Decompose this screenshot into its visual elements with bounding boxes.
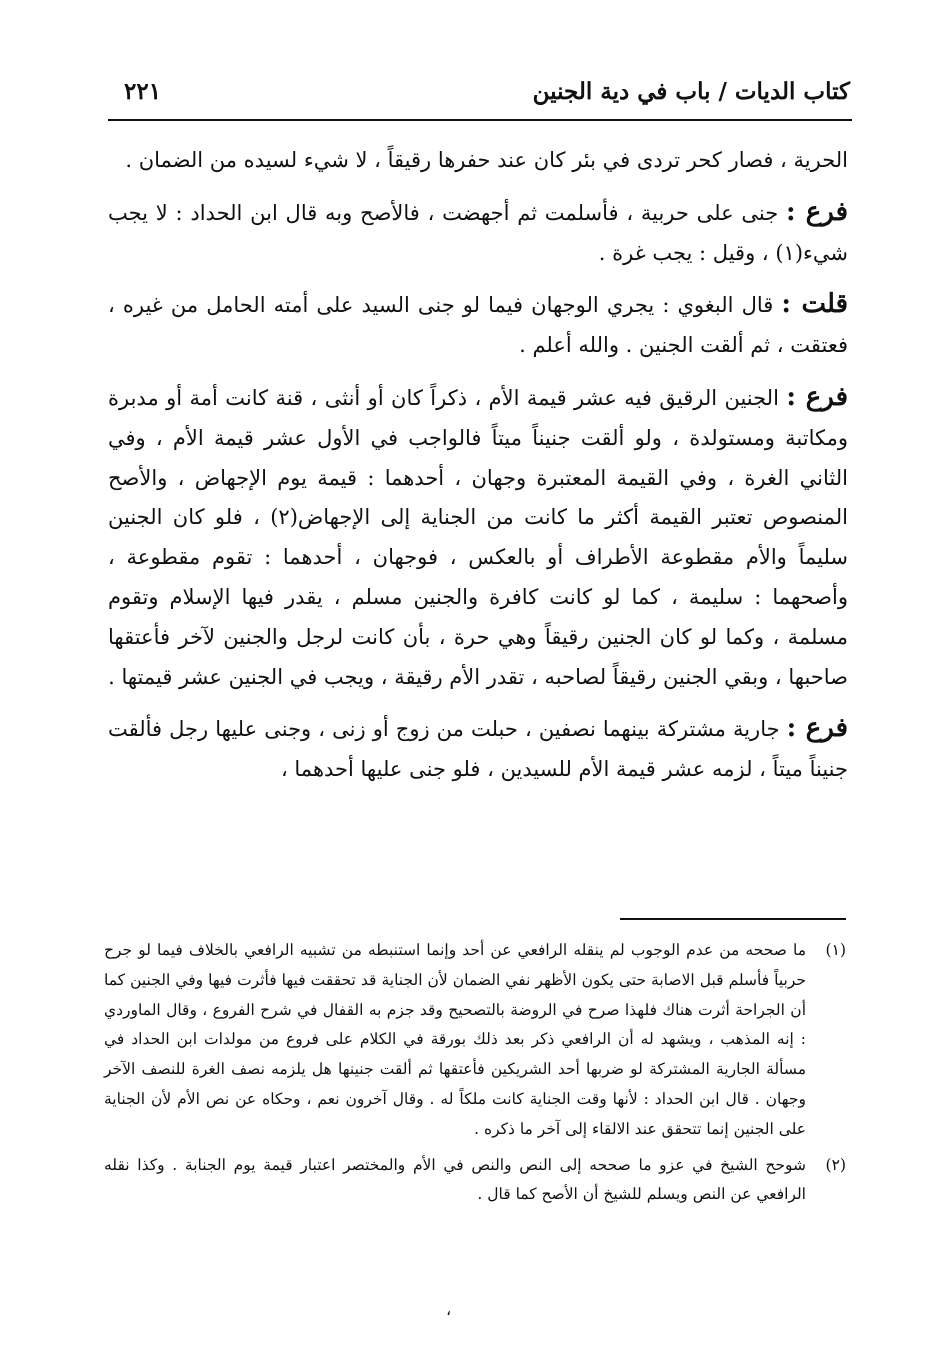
main-text [108,140,848,802]
paragraph-text: الجنين الرقيق فيه عشر قيمة الأم ، ذكراً كان أو أنثى ، قنة كانت أمة أو مدبرة ومكاتبة ومستولدة ، ولو ألقت جنيناً ميتاً فالواجب في الأول عشر قيمة الأم ، وفي الثاني الغرة ، وفي القيمة المعتبرة وجهان ، أحدهما : قيمة يوم الإجهاض ، والأصح المنصوص تعتبر القيمة أكثر ما كانت من الجناية إلى الإجهاض(٢) ، فلو كان الجنين سليماً والأم مقطوعة الأطراف أو بالعكس ، فوجهان ، أحدهما : تقوم مقطوعة ، وأصحهما : سليمة ، كما لو كانت كافرة والجنين مسلم ، يقدر فيها الإسلام وتقوم مسلمة ، وكما لو كان الجنين رقيقاً وهي حرة ، بأن كانت لرجل والجنين لآخر فأعتقها صاحبها ، وبقي الجنين رقيقاً لصاحبه ، تقدر الأم رقيقة ، ويجب في الجنين عشر قيمتها . [108,385,848,689]
header-rule [108,119,852,121]
footnote-number: (٢) [825,1155,846,1174]
paragraph-label: قلت : [781,289,849,320]
paragraph-text: جنى على حربية ، فأسلمت ثم أجهضت ، فالأصح وبه قال ابن الحداد : لا يجب شيء(١) ، وقيل : يجب غرة . [108,200,848,265]
header-title: كتاب الديات / باب في دية الجنين [532,78,850,105]
footnote-text: شوحح الشيخ في عزو ما صححه إلى النص والنص في الأم والمختصر اعتبار قيمة يوم الجنابة . وكذا نقله الرافعي عن النص ويسلم للشيخ أن الأصح كما قال . [104,1155,806,1204]
footnotes [104,936,846,1216]
paragraph-text: جارية مشتركة بينهما نصفين ، حبلت من زوج أو زنى ، وجنى عليها رجل فألقت جنيناً ميتاً ، لزمه عشر قيمة الأم للسيدين ، فلو جنى عليها أحدهما ، [108,717,848,782]
footnote [104,1151,846,1211]
footnote-text: ما صححه من عدم الوجوب لم ينقله الرافعي عن أحد وإنما استنبطه من تشبيه الرافعي بالخلاف فيما لو جرح حربياً فأسلم قبل الاصابة حتى يكون الأظهر نفي الضمان لأن الجناية قد تحققت فيها فأثرت فيها وفي الجنين كما أن الجراحة أثرت هناك فلهذا صرح في الروضة بالتصحيح وقد جزم به القفال في شرح الفروع ، وقال الماوردي : إنه المذهب ، ويشهد له أن الرافعي ذكر بعد ذلك بورقة في الكلام على فروع من مولدات ابن الحداد في مسألة الجارية المشتركة لو ضربها أحد الشريكين فأعتقها ثم ألقت جنينها هل يلزمه نصف الغرة للنصف الآخر وجهان . قال ابن الحداد : لأنها وقت الجناية كانت ملكاً له . وقال آخرون نعم ، وحكاه عن نص الأم لأن الجناية على الجنين إنما تتحقق عند الالقاء إلى آخر ما ذكره . [104,941,806,1138]
paragraph [108,709,848,790]
paragraph [108,378,848,697]
footnote [104,936,846,1145]
paragraph [108,193,848,274]
paragraph-label: فرع : [786,381,848,412]
footnote-rule [620,918,846,920]
signature-mark: ، [446,1300,452,1319]
paragraph-text: الحرية ، فصار كحر تردى في بئر كان عند حفرها رقيقاً ، لا شيء لسيده من الضمان . [125,148,848,172]
paragraph-label: فرع : [786,713,848,744]
paragraph [108,285,848,366]
page-number: ٢٢١ [124,78,162,105]
running-header [110,78,850,114]
paragraph-label: فرع : [785,196,849,227]
paragraph [108,140,848,181]
paragraph-text: قال البغوي : يجري الوجهان فيما لو جنى السيد على أمته الحامل من غيره ، فعتقت ، ثم ألقت الجنين . والله أعلم . [108,293,848,358]
footnote-number: (١) [825,941,846,959]
